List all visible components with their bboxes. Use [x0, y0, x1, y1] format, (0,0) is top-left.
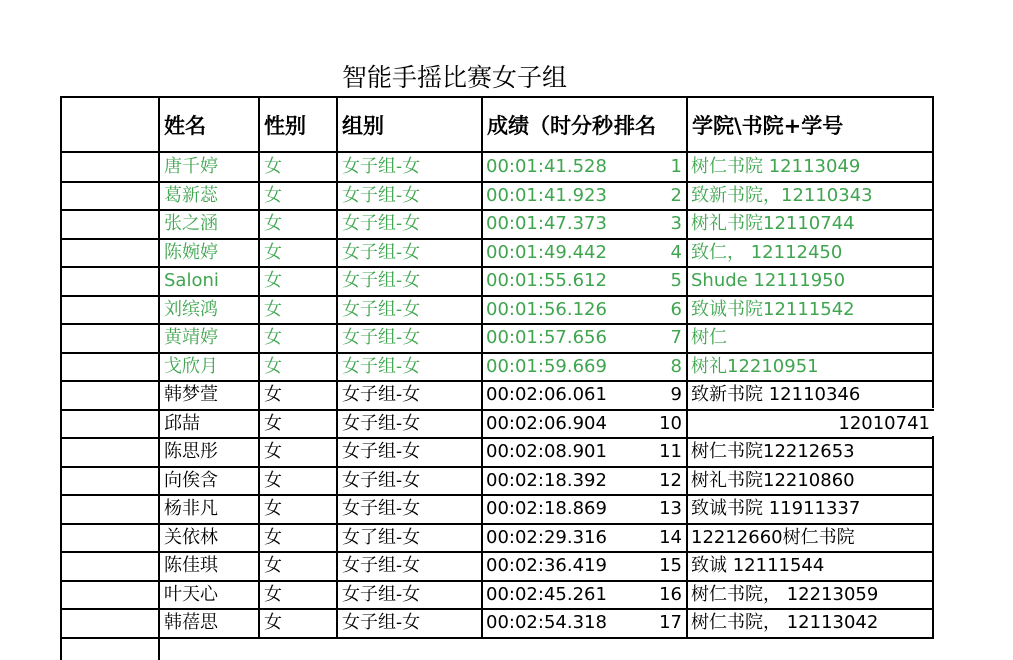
cell-gender: 女 [264, 355, 282, 377]
cell-name: 唐千婷 [164, 156, 218, 177]
cell-college: 致新书院 12110346 [691, 384, 861, 405]
cell-gender: 女 [264, 384, 282, 405]
cell-college: 12010741 [838, 412, 930, 434]
cell-score: 00:01:56.126 [486, 298, 607, 320]
cell-rank: 16 [659, 583, 682, 605]
cell-gender: 女 [264, 156, 282, 177]
cell-group: 女子组-女 [342, 241, 421, 263]
cell-score: 00:01:49.442 [486, 241, 607, 263]
grid-line [481, 96, 483, 638]
cell-rank: 3 [670, 213, 682, 234]
cell-score: 00:02:08.901 [486, 441, 607, 462]
cell-group: 女子组-女 [342, 469, 421, 491]
grid-line [258, 96, 260, 638]
cell-rank: 1 [670, 156, 682, 177]
cell-group: 女子组-女 [342, 327, 421, 348]
cell-name: 刘缤鸿 [164, 298, 218, 320]
cell-name: 黄靖婷 [164, 327, 218, 348]
cell-college: Shude 12111950 [691, 270, 846, 291]
cell-gender: 女 [264, 526, 282, 548]
grid-line [60, 96, 934, 98]
cell-name: 叶天心 [164, 583, 218, 605]
cell-college: 树礼书院12210860 [691, 469, 855, 491]
page-title: 智能手摇比赛女子组 [342, 63, 568, 92]
cell-score: 00:01:47.373 [486, 213, 607, 234]
cell-gender: 女 [264, 298, 282, 320]
cell-score: 00:02:06.061 [486, 384, 607, 405]
cell-rank: 8 [670, 355, 682, 377]
cell-rank: 15 [659, 555, 682, 576]
cell-rank: 17 [659, 612, 682, 633]
cell-group: 女子组-女 [342, 612, 421, 633]
cell-group: 女子组-女 [342, 498, 421, 519]
cell-college: 致新书院，12110343 [691, 184, 873, 206]
cell-gender: 女 [264, 612, 282, 633]
cell-rank: 7 [670, 327, 682, 348]
cell-group: 女子组-女 [342, 583, 421, 605]
header-name: 姓名 [164, 114, 206, 138]
cell-score: 00:02:18.392 [486, 469, 607, 491]
cell-group: 女子组-女 [342, 355, 421, 377]
cell-college: 树礼12210951 [691, 355, 819, 377]
cell-gender: 女 [264, 555, 282, 576]
cell-score: 00:01:41.528 [486, 156, 607, 177]
cell-rank: 11 [659, 441, 682, 462]
cell-name: 张之涵 [164, 213, 218, 234]
cell-gender: 女 [264, 327, 282, 348]
cell-rank: 4 [670, 241, 682, 263]
cell-group: 女子组-女 [342, 441, 421, 462]
cell-college: 致诚书院12111542 [691, 298, 855, 320]
cell-college: 树仁书院， 12113042 [691, 612, 879, 633]
cell-score: 00:02:45.261 [486, 583, 607, 605]
cell-gender: 女 [264, 270, 282, 291]
cell-group: 女子组-女 [342, 270, 421, 291]
cell-college: 12212660树仁书院 [691, 526, 855, 548]
cell-score: 00:01:57.656 [486, 327, 607, 348]
cell-college: 致仁， 12112450 [691, 241, 843, 263]
cell-gender: 女 [264, 469, 282, 491]
cell-gender: 女 [264, 412, 282, 434]
cell-score: 00:01:41.923 [486, 184, 607, 206]
cell-group: 女子组-女 [342, 412, 421, 434]
cell-college: 致诚 12111544 [691, 555, 825, 576]
cell-college: 树仁书院12212653 [691, 441, 855, 462]
cell-name: 陈婉婷 [164, 241, 218, 263]
cell-college: 树仁书院， 12213059 [691, 583, 879, 605]
cell-score: 00:02:36.419 [486, 555, 607, 576]
cell-group: 女子组-女 [342, 156, 421, 177]
cell-score: 00:02:18.869 [486, 498, 607, 519]
cell-group: 女子组-女 [342, 384, 421, 405]
header-score: 成绩（时分秒 [487, 114, 613, 138]
grid-line [686, 96, 688, 638]
header-gender: 性别 [264, 114, 306, 138]
cell-group: 女子组-女 [342, 555, 421, 576]
grid-line [336, 96, 338, 638]
cell-gender: 女 [264, 498, 282, 519]
cell-rank: 13 [659, 498, 682, 519]
cell-gender: 女 [264, 184, 282, 206]
cell-name: 陈佳琪 [164, 555, 218, 576]
cell-name: 韩蓓思 [164, 612, 218, 633]
cell-gender: 女 [264, 583, 282, 605]
cell-name: 葛新蕊 [164, 184, 218, 206]
cell-college: 树仁书院 12113049 [691, 156, 861, 177]
cell-score: 00:01:55.612 [486, 270, 607, 291]
cell-score: 00:02:29.316 [486, 526, 607, 548]
cell-rank: 5 [670, 270, 682, 291]
cell-group: 女子组-女 [342, 184, 421, 206]
cell-group: 女子组-女 [342, 298, 421, 320]
cell-score: 00:01:59.669 [486, 355, 607, 377]
cell-college: 树仁 [691, 327, 727, 348]
cell-rank: 10 [659, 412, 682, 434]
cell-rank: 6 [670, 298, 682, 320]
cell-score: 00:02:06.904 [486, 412, 607, 434]
cell-college: 树礼书院12110744 [691, 213, 855, 234]
cell-rank: 12 [659, 469, 682, 491]
cell-name: 韩梦萱 [164, 384, 218, 405]
cell-name: 向俟含 [164, 469, 218, 491]
header-group: 组别 [342, 114, 384, 138]
cell-gender: 女 [264, 241, 282, 263]
cell-rank: 2 [670, 184, 682, 206]
header-college: 学院\书院+学号 [692, 114, 844, 138]
cell-group: 女子组-女 [342, 213, 421, 234]
cell-name: 杨非凡 [164, 498, 218, 519]
cell-name: Saloni [164, 270, 219, 291]
cell-score: 00:02:54.318 [486, 612, 607, 633]
cell-college: 致诚书院 11911337 [691, 498, 861, 519]
cell-name: 关依林 [164, 526, 218, 548]
cell-gender: 女 [264, 441, 282, 462]
cell-name: 陈思彤 [164, 441, 218, 462]
header-rank: 排名 [614, 114, 656, 138]
cell-gender: 女 [264, 213, 282, 234]
cell-name: 戈欣月 [164, 355, 218, 377]
cell-group: 女了组-女 [342, 526, 421, 548]
cell-name: 邱喆 [164, 412, 200, 434]
cell-rank: 9 [670, 384, 682, 405]
cell-rank: 14 [659, 526, 682, 548]
